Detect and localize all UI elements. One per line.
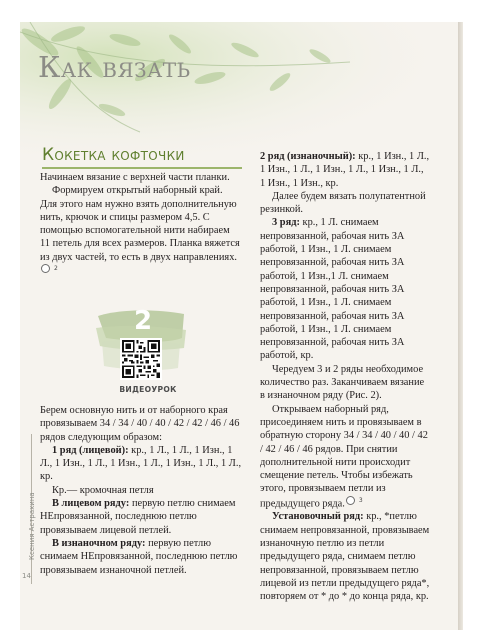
cast-on-paragraph: Формируем открытый наборный край. Для этого нам нужно взять дополнительную нить, крючок и спицы размером 4,5. С помощью вспомогательной нити набираем 11 петель для всех размеров. Планка вяжется из двух частей, то есть в двух направлениях.2 (40, 185, 240, 273)
leaf-decoration-icon (20, 22, 460, 162)
page-number: 14 (22, 572, 31, 580)
setup-row-paragraph: Установочный ряд: кр., *петлю снимаем непровязанной, провязываем изнаночную петлю из петли предыдущего ряда, снимаем петлю непровязанной, провязываем петлю лицевой из петли предыдущего ряда*, повторяем от * до * до конца ряда, кр. (260, 511, 430, 603)
row2-label: 2 ряд (изнаночный): (260, 151, 356, 162)
left-column-bottom (40, 404, 244, 577)
front-row-label: В лицевом ряду: (52, 498, 130, 510)
video-lesson-block[interactable] (96, 308, 186, 398)
video-label: ВИДЕОУРОК (119, 385, 177, 394)
section-title: Как вязать (38, 50, 191, 84)
alternate-paragraph: Чередуем 3 и 2 ряды необходимое количество раз. Заканчиваем вязание в изнаночном ряду (Рис. 2). (260, 363, 425, 402)
page-edge (458, 22, 463, 630)
left-column-top (40, 171, 240, 279)
row3-label: 3 ряд: (272, 217, 300, 229)
row3-paragraph: 3 ряд: кр., 1 Л. снимаем непровязанной, рабочая нить ЗА работой, 1 Изн., 1 Л. снимаем непровязанной, рабочая нить ЗА работой, 1 Изн.,1 Л. снимаем непровязанной, рабочая нить ЗА работой, 1 Изн., 1 Л. снимаем непровязанной, рабочая нить ЗА работой, 1 Изн., 1 Л. снимаем непровязанной, рабочая нить ЗА работой, кр. (260, 217, 405, 362)
right-column (260, 150, 430, 604)
article-subtitle: Кокетка кофточки (42, 145, 185, 165)
legend-paragraph: Кр.— кромочная петля (52, 484, 154, 496)
qr-code-icon[interactable] (120, 338, 162, 380)
row1-label: 1 ряд (лицевой): (52, 444, 129, 456)
intro-paragraph: Начинаем вязание с верхней части планки. (40, 172, 230, 183)
main-yarn-paragraph: Берем основную нить и от наборного края провязываем 34 / 34 / 40 / 40 / 42 / 42 / 46 / 46 рядов следующим образом: (40, 405, 240, 443)
row2-paragraph: 2 ряд (изнаночный): кр., 1 Изн., 1 Л., 1 Изн., 1 Л., 1 Изн., 1 Л., 1 Изн., 1 Л., 1 Изн., 1 Изн., кр. (260, 151, 430, 189)
author-name: Ксения Астрахина (28, 492, 36, 560)
open-row-paragraph: Открываем наборный ряд, присоединяем нить и провязываем в обратную сторону 34 / 34 / 40 / 40 / 42 / 42 / 46 / 46 рядов. При снятии дополнительной нити происходит смещение петель. Чтобы избежать этого, провязываем петли из предыдущего ряда. 3 (260, 403, 428, 510)
figure-ref-icon: 3 (346, 496, 355, 505)
setup-row-label: Установочный ряд: (272, 511, 364, 523)
front-row-paragraph: В лицевом ряду: первую петлю снимаем НЕпровязанной, последнюю петлю провязываем лицевой петлей. (40, 498, 236, 536)
video-number: 2 (134, 306, 153, 336)
row1-paragraph: 1 ряд (лицевой): кр., 1 Л., 1 Л., 1 Изн., 1 Л., 1 Изн., 1 Л., 1 Изн., 1 Л., 1 Изн., 1 Л., 1 Л., кр. (40, 444, 242, 483)
subtitle-underline (42, 167, 242, 169)
figure-ref-icon: 2 (41, 264, 50, 273)
back-row-label: В изнаночном ряду: (52, 537, 146, 549)
back-row-paragraph: В изнаночном ряду: первую петлю снимаем НЕпровязанной, последнюю петлю провязываем изнаночной петлей. (40, 537, 238, 576)
half-rib-paragraph: Далее будем вязать полупатентной резинкой. (260, 190, 426, 216)
